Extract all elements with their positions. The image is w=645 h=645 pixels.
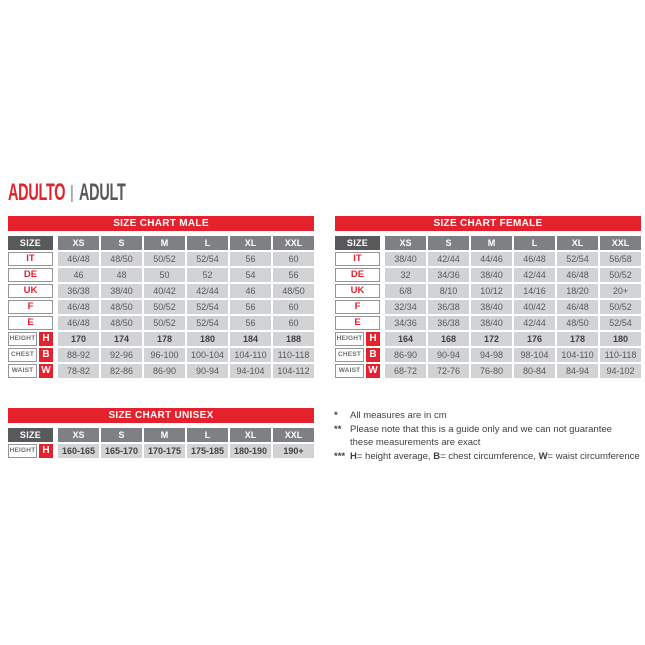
measure-letter-h: H [366,332,380,346]
row-label-it: IT [335,252,380,266]
value-cell: 50/52 [600,268,641,282]
row-label-cell [8,284,53,298]
column-header-s: S [101,236,142,250]
value-cell: 178 [144,332,185,346]
row-label-cell [335,284,380,298]
row-label-cell [335,316,380,330]
value-cell: 104-110 [557,348,598,362]
value-cell: 56 [230,252,271,266]
value-cell: 44/46 [471,252,512,266]
table-row [8,316,314,330]
value-cell: 48 [101,268,142,282]
measure-letter-h: H [39,444,53,458]
table-row [335,268,641,282]
value-cell: 160-165 [58,444,99,458]
row-values [58,252,314,266]
value-cell: 80-84 [514,364,555,378]
column-header-m: M [144,428,185,442]
column-headers [385,236,641,250]
value-cell: 46/48 [514,252,555,266]
table-row [335,252,641,266]
value-cell: 68-72 [385,364,426,378]
footnote-line: these measurements are exact [350,437,481,448]
value-cell: 34/36 [428,268,469,282]
value-cell: 52/54 [557,252,598,266]
measure-label-cell [335,364,380,378]
size-header-cell [8,428,53,442]
legend-letter-w: W [538,451,548,462]
footnote-marker: ** [334,424,342,435]
column-header-xl: XL [230,236,271,250]
value-cell: 82-86 [101,364,142,378]
column-header-s: S [428,236,469,250]
value-cell: 52 [187,268,228,282]
value-cell: 100-104 [187,348,228,362]
column-header-xs: XS [58,236,99,250]
measure-label-waist: WAIST [335,364,364,378]
value-cell: 110-118 [273,348,314,362]
measure-label-cell [8,348,53,362]
row-values [58,348,314,362]
column-header-xs: XS [58,428,99,442]
table-row [8,252,314,266]
value-cell: 165-170 [101,444,142,458]
value-cell: 92-96 [101,348,142,362]
column-header-xxl: XXL [600,236,641,250]
value-cell: 56 [230,316,271,330]
row-label-cell [8,316,53,330]
value-cell: 46/48 [557,300,598,314]
table-row [8,284,314,298]
measure-letter-b: B [39,348,53,362]
column-header-l: L [187,428,228,442]
row-label-cell [8,268,53,282]
value-cell: 38/40 [101,284,142,298]
footnote-measures [334,409,645,422]
value-cell: 184 [230,332,271,346]
value-cell: 42/44 [514,268,555,282]
value-cell: 180-190 [230,444,271,458]
value-cell: 14/16 [514,284,555,298]
value-cell: 50/52 [144,300,185,314]
value-cell: 164 [385,332,426,346]
size-chart-female-table [335,216,641,380]
value-cell: 46 [230,284,271,298]
legend-text: = chest circumference, [440,451,539,462]
value-cell: 176 [514,332,555,346]
column-header-m: M [144,236,185,250]
value-cell: 90-94 [428,348,469,362]
value-cell: 60 [273,316,314,330]
row-values [58,316,314,330]
row-values [58,332,314,346]
row-values [58,268,314,282]
column-header-xxl: XXL [273,236,314,250]
value-cell: 52/54 [600,316,641,330]
value-cell: 52/54 [187,316,228,330]
value-cell: 60 [273,300,314,314]
value-cell: 50 [144,268,185,282]
row-label-cell [335,268,380,282]
footnote-line: Please note that this is a guide only and we can not guarantee [350,424,612,435]
value-cell: 46/48 [557,268,598,282]
footnote-marker: * [334,410,338,421]
row-values [58,284,314,298]
table-header-row [335,236,641,250]
column-header-xs: XS [385,236,426,250]
size-chart-title: SIZE CHART FEMALE [335,216,641,231]
row-label-cell [8,300,53,314]
measure-letter-b: B [366,348,380,362]
value-cell: 54 [230,268,271,282]
page-title-primary: ADULTO [8,179,66,206]
column-header-xxl: XXL [273,428,314,442]
row-values [58,364,314,378]
table-row-measure [8,348,314,362]
value-cell: 178 [557,332,598,346]
table-row-measure [8,444,314,458]
row-values [385,252,641,266]
size-chart-title: SIZE CHART MALE [8,216,314,231]
value-cell: 98-104 [514,348,555,362]
value-cell: 90-94 [187,364,228,378]
column-header-l: L [514,236,555,250]
value-cell: 48/50 [101,300,142,314]
footnote-text [350,450,640,463]
table-row-measure [335,348,641,362]
row-label-cell [8,252,53,266]
value-cell: 88-92 [58,348,99,362]
measure-label-chest: CHEST [335,348,364,362]
row-values [58,300,314,314]
value-cell: 175-185 [187,444,228,458]
row-label-f: F [335,300,380,314]
value-cell: 94-102 [600,364,641,378]
value-cell: 46/48 [58,316,99,330]
row-label-f: F [8,300,53,314]
column-headers [58,236,314,250]
value-cell: 94-104 [230,364,271,378]
measure-letter-h: H [39,332,53,346]
row-values [385,268,641,282]
footnote-text: All measures are in cm [350,410,447,421]
value-cell: 50/52 [144,316,185,330]
value-cell: 52/54 [187,252,228,266]
footnotes [334,409,645,464]
measure-label-cell [335,332,380,346]
value-cell: 170 [58,332,99,346]
column-header-xl: XL [557,236,598,250]
value-cell: 38/40 [471,268,512,282]
measure-label-cell [8,332,53,346]
row-label-de: DE [8,268,53,282]
footnote-marker: *** [334,451,346,462]
column-header-m: M [471,236,512,250]
table-row [335,316,641,330]
table-row [335,300,641,314]
value-cell: 46 [58,268,99,282]
legend-text: = height average, [356,451,434,462]
row-label-it: IT [8,252,53,266]
value-cell: 104-110 [230,348,271,362]
value-cell: 72-76 [428,364,469,378]
value-cell: 6/8 [385,284,426,298]
table-row [335,284,641,298]
size-header-label: SIZE [8,236,53,250]
row-values [385,316,641,330]
value-cell: 96-100 [144,348,185,362]
row-label-de: DE [335,268,380,282]
column-headers [58,428,314,442]
measure-label-cell [335,348,380,362]
table-header-row [8,236,314,250]
row-label-cell [335,252,380,266]
value-cell: 94-98 [471,348,512,362]
value-cell: 10/12 [471,284,512,298]
value-cell: 32/34 [385,300,426,314]
size-header-label: SIZE [8,428,53,442]
size-header-label: SIZE [335,236,380,250]
table-row-measure [335,332,641,346]
value-cell: 36/38 [58,284,99,298]
value-cell: 48/50 [101,252,142,266]
footnote-text [350,423,612,449]
value-cell: 46/48 [58,300,99,314]
page-title-secondary: ADULT [79,179,126,206]
column-header-xl: XL [230,428,271,442]
value-cell: 42/44 [428,252,469,266]
size-header-cell [8,236,53,250]
legend-letter-h: H [350,451,357,462]
table-row [8,268,314,282]
value-cell: 188 [273,332,314,346]
value-cell: 76-80 [471,364,512,378]
value-cell: 56 [230,300,271,314]
legend-text: = waist circumference [547,451,640,462]
measure-label-height: HEIGHT [8,332,37,346]
value-cell: 84-94 [557,364,598,378]
size-chart-title: SIZE CHART UNISEX [8,408,314,423]
value-cell: 180 [600,332,641,346]
value-cell: 20+ [600,284,641,298]
value-cell: 110-118 [600,348,641,362]
value-cell: 48/50 [557,316,598,330]
column-header-l: L [187,236,228,250]
value-cell: 104-112 [273,364,314,378]
measure-label-chest: CHEST [8,348,37,362]
value-cell: 36/38 [428,300,469,314]
value-cell: 38/40 [385,252,426,266]
value-cell: 8/10 [428,284,469,298]
value-cell: 56 [273,268,314,282]
value-cell: 40/42 [144,284,185,298]
value-cell: 78-82 [58,364,99,378]
value-cell: 86-90 [144,364,185,378]
value-cell: 190+ [273,444,314,458]
value-cell: 38/40 [471,316,512,330]
measure-label-height: HEIGHT [8,444,37,458]
measure-letter-w: W [39,364,53,378]
value-cell: 50/52 [600,300,641,314]
value-cell: 38/40 [471,300,512,314]
value-cell: 48/50 [101,316,142,330]
page-title [8,181,126,205]
value-cell: 42/44 [187,284,228,298]
measure-letter-w: W [366,364,380,378]
legend-letter-b: B [433,451,441,462]
table-row-measure [8,364,314,378]
column-header-s: S [101,428,142,442]
value-cell: 32 [385,268,426,282]
measure-label-cell [8,444,53,458]
value-cell: 40/42 [514,300,555,314]
value-cell: 172 [471,332,512,346]
value-cell: 48/50 [273,284,314,298]
row-values [385,332,641,346]
footnote-guide-disclaimer [334,423,645,449]
measure-label-cell [8,364,53,378]
table-row-measure [335,364,641,378]
value-cell: 180 [187,332,228,346]
value-cell: 46/48 [58,252,99,266]
row-label-uk: UK [335,284,380,298]
row-label-e: E [335,316,380,330]
row-values [385,348,641,362]
row-values [58,444,314,458]
value-cell: 60 [273,252,314,266]
measure-label-height: HEIGHT [335,332,364,346]
size-chart-unisex-table [8,408,314,460]
value-cell: 168 [428,332,469,346]
measure-label-waist: WAIST [8,364,37,378]
row-values [385,300,641,314]
footnote-legend [334,450,645,463]
table-row-measure [8,332,314,346]
value-cell: 50/52 [144,252,185,266]
value-cell: 56/58 [600,252,641,266]
row-label-cell [335,300,380,314]
value-cell: 170-175 [144,444,185,458]
table-row [8,300,314,314]
value-cell: 52/54 [187,300,228,314]
row-values [385,284,641,298]
title-separator-bar [71,185,73,202]
value-cell: 36/38 [428,316,469,330]
value-cell: 86-90 [385,348,426,362]
row-label-e: E [8,316,53,330]
value-cell: 174 [101,332,142,346]
value-cell: 42/44 [514,316,555,330]
row-label-uk: UK [8,284,53,298]
size-chart-male-table [8,216,314,380]
size-header-cell [335,236,380,250]
table-header-row [8,428,314,442]
row-values [385,364,641,378]
value-cell: 18/20 [557,284,598,298]
value-cell: 34/36 [385,316,426,330]
